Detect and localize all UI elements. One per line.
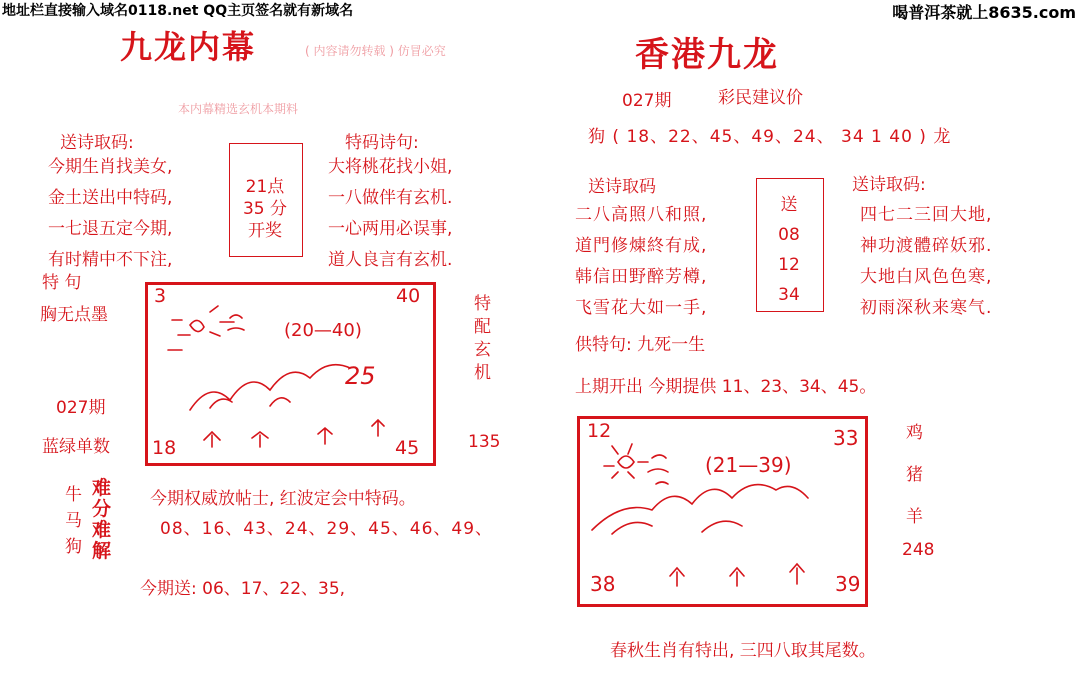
left-issue: 027期 — [56, 398, 106, 418]
send-box-text — [758, 190, 820, 310]
left-poem-heading: 送诗取码: — [60, 133, 134, 153]
right-poem-left — [575, 200, 707, 324]
right-corner-bl: 38 — [590, 572, 616, 596]
poem-line: 神功渡體碎妖邪. — [860, 236, 993, 256]
difficulty-char: 分 — [92, 498, 112, 520]
zodiac-item: 猪 — [906, 465, 923, 485]
difficulty-char: 难 — [92, 519, 112, 541]
left-corner-tr: 40 — [396, 285, 421, 307]
left-poem-right — [328, 152, 452, 276]
left-title: 九龙内幕 — [120, 28, 257, 66]
right-suggestion: 彩民建议价 — [718, 88, 803, 108]
poem-line: 大将桃花找小姐, — [328, 157, 453, 177]
special-text: 胸无点墨 — [40, 305, 108, 325]
poem-line: 一八做伴有玄机. — [328, 188, 453, 208]
zodiac-item: 鸡 — [906, 423, 923, 443]
authority-numbers: 08、16、43、24、29、45、46、49、 — [160, 519, 494, 539]
poem-line: 金土送出中特码, — [48, 188, 173, 208]
time-box-line: 35 分 — [242, 199, 288, 219]
difficulty-text — [92, 478, 111, 562]
left-corner-tl: 3 — [154, 285, 167, 307]
poem-line: 二八高照八和照, — [575, 205, 708, 225]
mountain-sketch-icon — [592, 485, 808, 534]
right-corner-br: 39 — [835, 572, 861, 596]
poem-line: 有时精中不下注, — [48, 250, 173, 270]
difficulty-char: 解 — [92, 540, 112, 562]
color-tip: 蓝绿单数 — [42, 437, 110, 457]
authority-line: 今期权威放帖士, 红波定会中特码。 — [150, 489, 416, 509]
tree-sketch-icon — [204, 420, 384, 447]
right-zodiac-line: 狗 ( 18、22、45、49、24、 34 1 40 ) 龙 — [588, 127, 952, 147]
left-sketch-drawing — [150, 290, 425, 455]
vertical-tip: 特配玄机 — [470, 294, 490, 386]
left-poem-heading-right: 特码诗句: — [345, 133, 419, 153]
number-tip: 135 — [468, 432, 501, 452]
right-corner-tl: 12 — [587, 420, 612, 442]
send-box-line: 34 — [778, 285, 800, 305]
left-poem-left — [48, 152, 172, 276]
right-poem-heading: 送诗取码 — [588, 177, 656, 197]
header-right-text: 喝普洱茶就上8635.com — [892, 3, 1076, 22]
left-mid-number: 25 — [345, 362, 376, 390]
difficulty-char: 难 — [92, 477, 112, 499]
right-title: 香港九龙 — [635, 35, 779, 75]
header-left-text: 地址栏直接输入域名0118.net QQ主页签名就有新域名 — [2, 3, 354, 19]
time-box-line: 开奖 — [248, 221, 282, 241]
poem-line: 飞雪花大如一手, — [575, 298, 708, 318]
zodiac-item: 羊 — [906, 507, 923, 527]
zodiac-list — [65, 482, 82, 560]
left-faint-line: 本内幕精选玄机本期料 — [178, 102, 299, 116]
tree-sketch-icon — [670, 564, 804, 586]
poem-line: 今期生肖找美女, — [48, 157, 173, 177]
zodiac-item: 牛 — [65, 485, 82, 505]
left-faint-subtitle: ( 内容请勿转载 ) 仿冒必究 — [305, 44, 446, 58]
poem-line: 韩信田野醉芳樽, — [575, 267, 708, 287]
right-poem-right — [860, 200, 992, 324]
poem-line: 一七退五定今期, — [48, 219, 173, 239]
left-range-text: (20—40) — [284, 320, 362, 341]
poem-line: 道門修煉終有成, — [575, 236, 708, 256]
poem-line: 初雨深秋来寒气. — [860, 298, 993, 318]
sun-sketch-icon — [168, 306, 244, 350]
poem-line: 一心两用必误事, — [328, 219, 453, 239]
zodiac-side — [906, 412, 923, 538]
right-last-issue: 上期开出 今期提供 11、23、34、45。 — [575, 377, 877, 397]
poem-line: 道人良言有玄机. — [328, 250, 453, 270]
send-line: 今期送: 06、17、22、35, — [140, 579, 346, 599]
mountain-sketch-icon — [190, 365, 350, 410]
poem-line: 四七二三回大地, — [860, 205, 993, 225]
right-sketch-drawing — [582, 422, 857, 597]
right-range-text: (21—39) — [705, 453, 792, 477]
zodiac-item: 狗 — [65, 537, 82, 557]
right-bottom-line: 春秋生肖有特出, 三四八取其尾数。 — [610, 641, 876, 661]
right-poem-heading-right: 送诗取码: — [852, 175, 926, 195]
right-issue: 027期 — [622, 91, 672, 111]
time-box-line: 21点 — [245, 177, 285, 197]
zodiac-item: 马 — [65, 511, 82, 531]
send-box-line: 送 — [780, 195, 798, 215]
poem-line: 大地白风色色寒, — [860, 267, 993, 287]
right-special-line: 供特句: 九死一生 — [575, 335, 706, 355]
right-corner-tr: 33 — [833, 426, 859, 450]
send-box-line: 08 — [778, 225, 800, 245]
special-label: 特 句 — [42, 273, 82, 293]
sun-sketch-icon — [604, 444, 668, 484]
number-side: 248 — [902, 540, 935, 560]
time-box-text — [238, 176, 292, 242]
left-corner-bl: 18 — [152, 437, 177, 459]
send-box-line: 12 — [778, 255, 800, 275]
left-corner-br: 45 — [395, 437, 420, 459]
